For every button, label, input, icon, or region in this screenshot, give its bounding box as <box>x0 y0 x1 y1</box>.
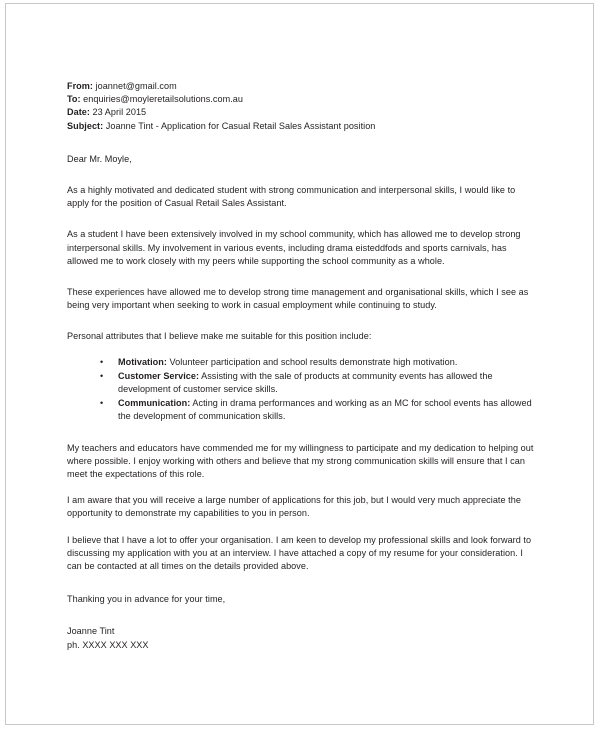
letter-body <box>67 80 534 652</box>
paragraph-attributes-lead: Personal attributes that I believe make me suitable for this position include: <box>67 331 372 342</box>
list-item-text: Acting in drama performances and working as an MC for school events has allowed the development of communication skills. <box>118 398 532 422</box>
attributes-list <box>67 356 534 424</box>
list-item <box>67 356 534 369</box>
bullet-icon: • <box>100 398 104 409</box>
header-date-value: 23 April 2015 <box>92 107 147 118</box>
list-item-term: Communication: <box>118 398 191 409</box>
header-to <box>67 93 534 106</box>
bullet-icon: • <box>100 370 104 381</box>
paragraph-intro: As a highly motivated and dedicated student with strong communication and interpersonal skills, I would like to apply for the position of Casual Retail Sales Assistant. <box>67 185 516 209</box>
list-item <box>67 370 534 396</box>
header-from-label: From: <box>67 81 93 91</box>
header-date-label: Date: <box>67 107 90 118</box>
header-subject <box>67 120 534 133</box>
bullet-icon: • <box>100 356 104 367</box>
list-item <box>67 397 534 423</box>
paragraph-commendation: My teachers and educators have commended me for my willingness to participate and my dedication to helping out where possible. I enjoy working with others and believe that my strong communication skills will ensure that I can meet the expectations of this role. <box>67 442 534 480</box>
paragraph-school-community: As a student I have been extensively involved in my school community, which has allowed me to develop strong interpersonal skills. My involvement in various events, including drama eisteddfods and sports carnivals, has allowed me to work closely with my peers while supporting the school community as a whole. <box>67 229 521 266</box>
paragraph-applications: I am aware that you will receive a large number of applications for this job, but I would very much appreciate the opportunity to demonstrate my capabilities to you in person. <box>67 495 521 519</box>
signature-name: Joanne Tint <box>67 626 115 637</box>
list-item-term: Customer Service: <box>118 370 200 381</box>
header-subject-value: Joanne Tint - Application for Casual Retail Sales Assistant position <box>105 120 376 131</box>
list-item-term: Motivation: <box>118 356 167 367</box>
list-item-text: Assisting with the sale of products at community events has allowed the development of customer service skills. <box>118 370 493 395</box>
header-from <box>67 80 534 93</box>
header-to-value: enquiries@moyleretailsolutions.com.au <box>83 94 243 105</box>
header-subject-label: Subject: <box>67 120 104 131</box>
signature-phone: ph. XXXX XXX XXX <box>67 639 149 650</box>
sign-off: Thanking you in advance for your time, <box>67 594 226 605</box>
list-item-text: Volunteer participation and school results demonstrate high motivation. <box>166 356 458 367</box>
salutation: Dear Mr. Moyle, <box>67 153 132 164</box>
header-to-label: To: <box>67 94 81 105</box>
header-from-value: joannet@gmail.com <box>95 81 177 91</box>
paragraph-offer: I believe that I have a lot to offer your organisation. I am keen to develop my professional skills and look forward to discussing my application with you at an interview. I have attached a copy of my resume for your consideration. I can be contacted at all times on the details provided above. <box>67 534 532 572</box>
document-page <box>5 3 594 725</box>
header-date <box>67 106 534 119</box>
paragraph-time-management: These experiences have allowed me to develop strong time management and organisational skills, which I see as being very important when seeking to work in casual employment while continuing to study. <box>67 287 529 311</box>
